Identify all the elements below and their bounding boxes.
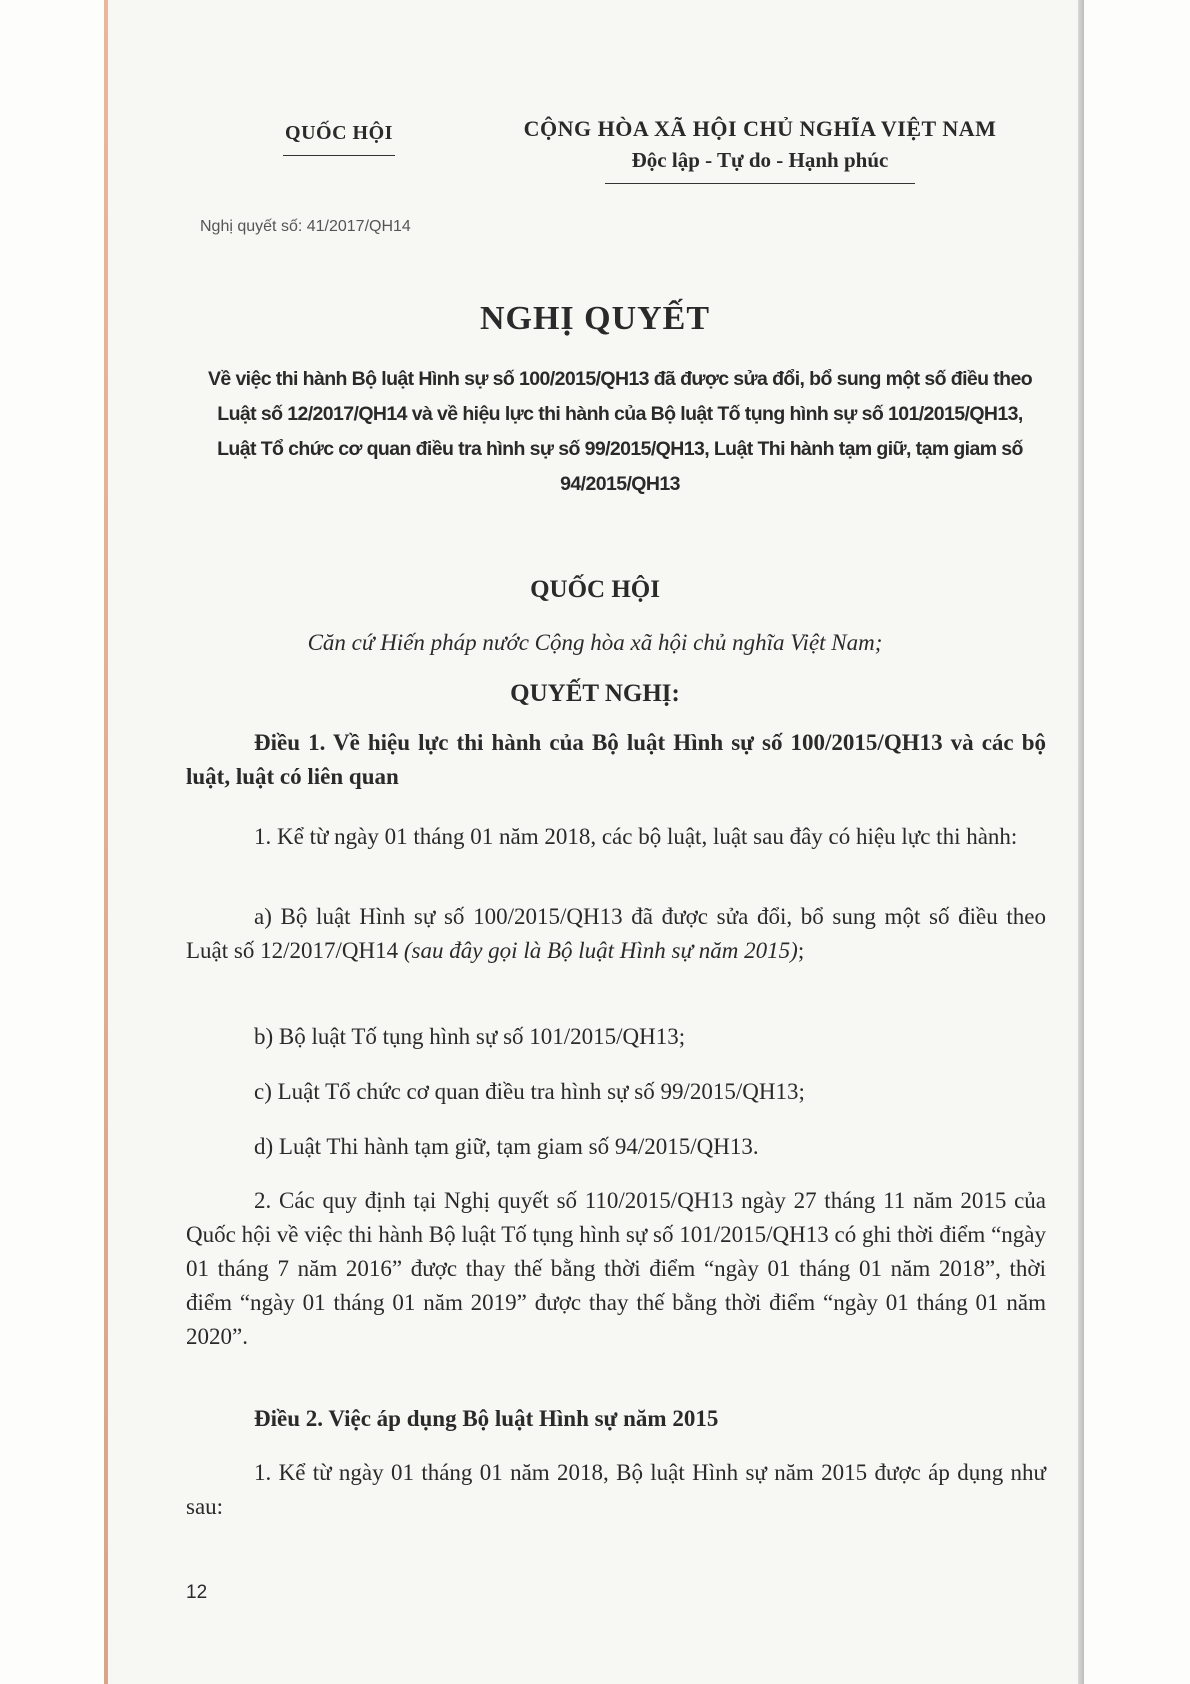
document-title: NGHỊ QUYẾT (479, 300, 711, 337)
article-1-clause-2: 2. Các quy định tại Nghị quyết số 110/2015/QH13 ngày 27 tháng 11 năm 2015 của Quốc hội về việc thi hành Bộ luật Tố tụng hình sự số 101/2015/QH13 có ghi thời điểm “ngày 01 tháng 7 năm 2016” được thay thế bằng thời điểm “ngày 01 tháng 01 năm 2018”, thời điểm “ngày 01 tháng 01 năm 2019” được thay thế bằng thời điểm “ngày 01 tháng 01 năm 2020”. (186, 1188, 1046, 1349)
body-issuer: QUỐC HỘI (530, 576, 660, 603)
document-subtitle: Về việc thi hành Bộ luật Hình sự số 100/2015/QH13 đã được sửa đổi, bổ sung một số điều theo Luật số 12/2017/QH14 và về hiệu lực thi hành của Bộ luật Tố tụng hình sự số 101/2015/QH13, Luật Tổ chức cơ quan điều tra hình sự số 99/2015/QH13, Luật Thi hành tạm giữ, tạm giam số 94/2015/QH13 (207, 368, 1033, 495)
page-edge-right (1078, 0, 1084, 1684)
article-1-item-a (186, 900, 1046, 968)
issuer-name: QUỐC HỘI (285, 122, 393, 144)
country-name: CỘNG HÒA XÃ HỘI CHỦ NGHĨA VIỆT NAM (523, 116, 997, 141)
item-a-text: a) Bộ luật Hình sự số 100/2015/QH13 đã được sửa đổi, bổ sung một số điều theo Luật số 12/2017/QH14 (186, 904, 1046, 963)
article-1-item-d: d) Luật Thi hành tạm giữ, tạm giam số 94/2015/QH13. (254, 1134, 759, 1159)
article-1-item-b: b) Bộ luật Tố tụng hình sự số 101/2015/QH13; (254, 1024, 686, 1049)
preamble: Căn cứ Hiến pháp nước Cộng hòa xã hội chủ nghĩa Việt Nam; (307, 630, 883, 655)
article-1-heading: Điều 1. Về hiệu lực thi hành của Bộ luật Hình sự số 100/2015/QH13 và các bộ luật, luật có liên quan (186, 730, 1046, 789)
article-2-heading: Điều 2. Việc áp dụng Bộ luật Hình sự năm 2015 (254, 1406, 719, 1431)
page-number: 12 (186, 1582, 208, 1603)
article-1-item-c: c) Luật Tổ chức cơ quan điều tra hình sự số 99/2015/QH13; (254, 1079, 805, 1104)
national-motto: Độc lập - Tự do - Hạnh phúc (631, 148, 889, 172)
issuer-underline (283, 155, 395, 156)
article-1-clause-1: 1. Kể từ ngày 01 tháng 01 năm 2018, các bộ luật, luật sau đây có hiệu lực thi hành: (254, 824, 1018, 849)
article-2-clause-1: 1. Kể từ ngày 01 tháng 01 năm 2018, Bộ luật Hình sự năm 2015 được áp dụng như sau: (186, 1460, 1046, 1519)
resolves-heading: QUYẾT NGHỊ: (510, 680, 680, 707)
resolution-number: Nghị quyết số: 41/2017/QH14 (200, 218, 411, 235)
issuer-header (278, 122, 400, 156)
motto-underline (605, 183, 915, 184)
item-a-italic-note: (sau đây gọi là Bộ luật Hình sự năm 2015) (403, 938, 798, 963)
national-header (490, 116, 1030, 184)
item-a-end: ; (797, 938, 805, 963)
